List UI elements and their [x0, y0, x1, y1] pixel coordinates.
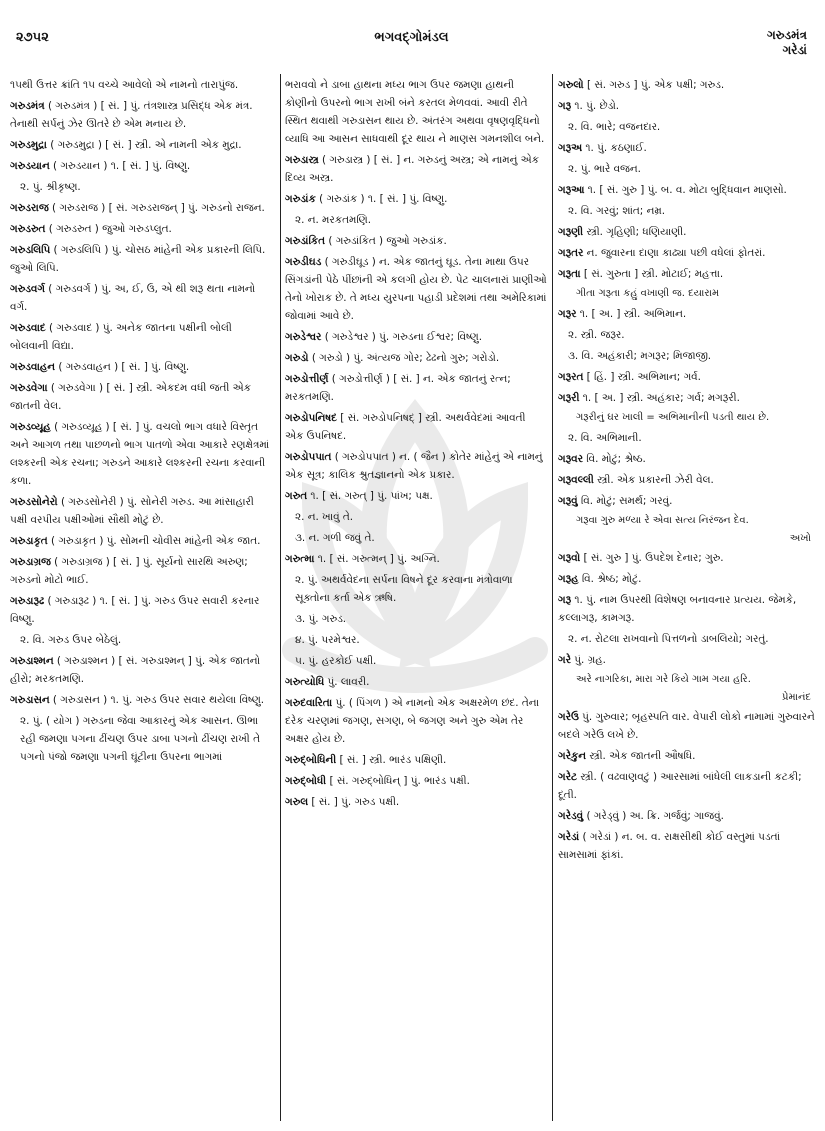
definition-text: ( ગરુડમુદ્રા ) [ સં. ] સ્ત્રી. એ નામની એક મુદ્રા.	[46, 139, 242, 151]
headword: ગરુડલિપિ	[10, 244, 51, 256]
definition-text: ( ગરુડાશ્મન ) [ સં. ગરુડાશ્મન્ ] પું. એક જાતનો હીરો; મરકતમણિ.	[10, 655, 261, 685]
definition-text: ( ગરુડેશ્વર ) પું. ગરુડના ઈશ્વર; વિષ્ણુ.	[321, 331, 483, 343]
page-number: ૨૭૫૨	[16, 30, 49, 45]
definition-text: વિ. શ્રેષ્ઠ; મોટું.	[578, 573, 642, 585]
dictionary-entry	[10, 241, 270, 277]
sense-line	[558, 160, 815, 178]
headword: ગરુડવ્યૂહ	[10, 421, 51, 433]
dictionary-entry	[558, 471, 815, 489]
dictionary-entry	[10, 199, 270, 217]
dictionary-entry	[10, 97, 270, 133]
page-header	[16, 24, 807, 70]
headword: ગરુડરાજ	[10, 202, 49, 214]
dictionary-entry	[558, 828, 815, 864]
definition-text: ( ગરુડલિપિ ) પું. ચોસઠ માંહેની એક પ્રકારની લિપિ. જુઓ લિપિ.	[10, 244, 266, 274]
sense-line	[10, 178, 270, 196]
definition-text: ૧. પું. છેડો.	[571, 100, 620, 112]
headword: ગરુડો	[285, 352, 309, 364]
definition-text: ૨. પું. શ્રીકૃષ્ણ.	[20, 181, 81, 193]
definition-text: ૨. સ્ત્રી. જરૂર.	[568, 329, 625, 341]
headword: ગરૂ	[558, 594, 572, 606]
dictionary-entry	[558, 708, 815, 744]
definition-text: ( ગરુડોપપાત ) ન. ( જૈન ) કોતેર માંહેનું એ નામનું એક સૂત્ર; કાલિક શ્રુતજ્ઞાનનો એક પ્રકાર.	[285, 451, 543, 481]
dictionary-entry	[285, 448, 547, 484]
dictionary-entry	[285, 151, 547, 187]
definition-text: ( ગરુડાગ્રજ ) [ સં. ] પું. સૂર્યનો સારથિ અરુણ; ગરુડનો મોટો ભાઈ.	[10, 556, 248, 586]
definition-text: ૨. વિ. અભિમાની.	[568, 432, 642, 444]
guide-word-bottom: ગરેડાં	[782, 43, 807, 57]
sense-line	[558, 429, 815, 447]
headword: ગરૂઅ	[558, 142, 583, 154]
definition-text: ૨. વિ. ગરવું; શાંત; નમ્ર.	[568, 205, 665, 217]
dictionary-entry	[558, 570, 815, 588]
definition-text: ગીતા ગરૂતા કહું વખાણી જ. દયારામ	[576, 288, 720, 299]
definition-text: ( ગરુડાસ્ત્ર ) [ સં. ] ન. ગરુડનું અસ્ત્ર; એ નામનું એક દિવ્ય અસ્ત્ર.	[285, 154, 539, 184]
dictionary-columns	[10, 76, 815, 1121]
headword: ગરુદ્બોધિની	[285, 754, 337, 766]
definition-text: [ સં. ગરુડોપનિષદ્ ] સ્ત્રી. અથર્વવેદમાં આવતી એક ઉપનિષદ.	[285, 412, 526, 442]
headword: ગરુડાગ્રજ	[10, 556, 51, 568]
dictionary-entry	[10, 157, 270, 175]
definition-text: ૨. વિ. ભારે; વજનદાર.	[568, 121, 661, 133]
sense-line	[558, 118, 815, 136]
headword: ગરે	[558, 654, 571, 666]
headword: ગરુડીઘડ	[285, 256, 322, 268]
dictionary-entry	[285, 370, 547, 406]
definition-text: ૨. ન. મરકતમણિ.	[295, 214, 372, 226]
definition-text: ગરૂરીનું ઘર ખાલી = અભિમાનીની પડતી થાય છે.	[576, 412, 770, 423]
definition-text: ( ગરુડવાદ ) પું. અનેક જાતના પક્ષીની બોલી બોલવાની વિદ્યા.	[10, 322, 232, 352]
dictionary-entry	[558, 450, 815, 468]
dictionary-entry	[558, 305, 815, 323]
headword: ગરુડાંકિત	[285, 235, 326, 247]
dictionary-entry	[558, 244, 815, 262]
quotation-line	[558, 410, 815, 426]
headword: ગરેડાં	[558, 831, 580, 843]
definition-text: ૨. પું. ભારે વજન.	[568, 163, 641, 175]
headword: ગરુડેશ્વર	[285, 331, 322, 343]
headword: ગરૂવલ્લી	[558, 474, 594, 486]
definition-text: ૨. ન. ખાવું તે.	[295, 511, 354, 523]
definition-text: ( ગરુડોત્તીર્ણ ) [ સં. ] ન. એક જાતનું રત્ન; મરકતમણિ.	[285, 373, 511, 403]
dictionary-entry	[10, 358, 270, 376]
sense-line	[558, 347, 815, 365]
definition-text: ૨. વિ. ગરુડ ઉપર બેઠેલું.	[20, 634, 122, 646]
dictionary-entry	[10, 220, 270, 238]
headword: ગરુડવાદ	[10, 322, 46, 334]
dictionary-entry	[558, 265, 815, 283]
definition-text: [ સં. ગુરુતા ] સ્ત્રી. મોટાઈ; મહત્તા.	[580, 268, 724, 280]
dictionary-entry	[558, 807, 815, 825]
dictionary-entry	[285, 751, 547, 769]
definition-text: ૨. પું. ( યોગ ) ગરુડના જેવા આકારનું એક આસન. ઊભા રહી જમણા પગના ઢીંચણ ઉપર ડાબા પગનો ઢીંચણ રાખી તે પગનો પંજો જમણા પગની ઘૂંટીના ઉપરના ભાગમાં	[20, 715, 260, 763]
dictionary-entry	[558, 492, 815, 510]
definition-text: સ્ત્રી. એક પ્રકારની ઝેરી વેલ.	[593, 474, 714, 486]
dictionary-entry	[285, 232, 547, 250]
dictionary-entry	[10, 532, 270, 550]
sense-line	[558, 630, 815, 648]
definition-text: ( ગરુડાંકિત ) જુઓ ગરુડાંક.	[325, 235, 447, 247]
sense-line	[285, 631, 547, 649]
headword: ગરુડવર્ગ	[10, 283, 45, 295]
definition-text: [ સં. ] સ્ત્રી. ભારંડ પક્ષિણી.	[336, 754, 447, 766]
definition-text: ૨. પું. અથર્વવેદના સર્પના વિષને દૂર કરવાના મંત્રોવાળા સૂક્તોના કર્તા એક ઋષિ.	[295, 574, 513, 604]
dictionary-entry	[558, 768, 815, 804]
headword: ગરુત	[285, 490, 308, 502]
dictionary-entry	[285, 190, 547, 208]
definition-text: ( ગરુડમંત્ર ) [ સં. ] પું. તંત્રશાસ્ત્ર પ્રસિદ્ધ એક મંત્ર. તેનાથી સર્પનું ઝેર ઊતરે છે એમ મનાય છે.	[10, 100, 253, 130]
dictionary-entry	[10, 379, 270, 415]
headword: ગરુડવાહન	[10, 361, 56, 373]
dictionary-entry	[285, 673, 547, 691]
definition-text: ( ગરુડયાન ) ૧. [ સં. ] પું. વિષ્ણુ.	[49, 160, 191, 172]
definition-text: ( ગરુડાંક ) ૧. [ સં. ] પું. વિષ્ણુ.	[315, 193, 448, 205]
headword: ગરૂરી	[558, 392, 580, 404]
definition-text: ૧. પું. કઠણાઈ.	[582, 142, 647, 154]
dictionary-entry	[10, 280, 270, 316]
headword: ગરૂવર	[558, 453, 583, 465]
definition-text: ૪. પું. પરમેશ્વર.	[295, 634, 360, 646]
headword: ગરુડવેગા	[10, 382, 48, 394]
definition-text: ( ગરુડરાજ ) [ સં. ગરુડરાજન્ ] પું. ગરુડનો રાજન.	[48, 202, 265, 214]
definition-text: ( ગરુડવાહન ) [ સં. ] પું. વિષ્ણુ.	[55, 361, 190, 373]
headword: ગરુડાસન	[10, 694, 50, 706]
headword: ગરૂ	[558, 100, 572, 112]
definition-text: પું. ( પિંગળ ) એ નામનો એક અક્ષરમેળ છંદ. તેના દરેક ચરણમાં જગણ, સગણ, બે જગણ અને ગુરુ એમ તેર અક્ષર હોય છે.	[285, 697, 540, 745]
headword: ગરુડાંક	[285, 193, 316, 205]
column-3	[558, 76, 815, 1121]
page-title: ભગવદ્ગોમંડલ	[374, 30, 449, 45]
headword: ગરુત્યોધિ	[285, 676, 325, 688]
definition-text: વિ. મોટું; સમર્થ; ગરવું.	[577, 495, 673, 507]
column-1	[10, 76, 270, 1121]
headword: ગરૂહ	[558, 573, 579, 585]
definition-text: ૧. [ અ. ] સ્ત્રી. અભિમાન.	[576, 308, 687, 320]
sense-line	[285, 529, 547, 547]
definition-text: ૩. પું. ગરુડ.	[295, 613, 347, 625]
definition-text: ( ગરુડરુત ) જુઓ ગરુડપ્લુત.	[45, 223, 172, 235]
column-2	[285, 76, 547, 1121]
sense-line	[10, 712, 270, 766]
dictionary-entry	[10, 319, 270, 355]
definition-text: ૩. વિ. અહંકારી; મગરૂર; મિજાજી.	[568, 350, 712, 362]
dictionary-entry	[10, 76, 270, 94]
headword: ગરૂણી	[558, 226, 584, 238]
headword: ગરુડોપપાત	[285, 451, 332, 463]
headword: ગરુડોપનિષદ	[285, 412, 337, 424]
definition-text: પું. ગ્રહ.	[570, 654, 606, 666]
dictionary-entry	[285, 694, 547, 748]
definition-text: ૫. પું. હરકોઈ પક્ષી.	[295, 655, 377, 667]
dictionary-entry	[558, 76, 815, 94]
definition-text: ૧. [ સં. ગરુત્ ] પું. પાંખ; પક્ષ.	[307, 490, 433, 502]
headword: ગરૂતા	[558, 268, 581, 280]
definition-text: સ્ત્રી. ( વઢવાણવટું ) આરસામાં બાંધેલી લાકડાની કટકી; દૂતી.	[558, 771, 802, 801]
headword: ગરેડવું	[558, 810, 584, 822]
definition-text: ( ગરેડ્વું ) અ. ક્રિ. ગર્જવું; ગાજવું.	[583, 810, 724, 822]
dictionary-entry	[10, 136, 270, 154]
definition-text: વિ. મોટું; શ્રેષ્ઠ.	[582, 453, 646, 465]
definition-text: પું. ગુરુવાર; બૃહસ્પતિ વાર. વેપારી લોકો નામામાં ગુરુવારને બદલે ગરેઉ લખે છે.	[558, 711, 815, 741]
definition-text: ( ગરુડસોનેરી ) પું. સોનેરી ગરુડ. આ માંસાહારી પક્ષી વરપીય પક્ષીઓમાં સૌથી મોટું છે.	[10, 496, 254, 526]
guide-words	[767, 28, 807, 58]
headword: ગરેકુન	[558, 750, 587, 762]
definition-text: ( ગરુડાસન ) ૧. પું. ગરુડ ઉપર સવાર થયેલા વિષ્ણુ.	[49, 694, 265, 706]
dictionary-entry	[10, 691, 270, 709]
definition-text: ૧. [ સં. ગરુત્મન્ ] પું. અગ્નિ.	[314, 553, 440, 565]
dictionary-entry	[285, 772, 547, 790]
headword: ગરુડમુદ્રા	[10, 139, 47, 151]
headword: ગરૂવો	[558, 552, 581, 564]
definition-text: ભરાવવો ને ડાબા હાથના મધ્ય ભાગ ઉપર જમણા હાથની કોણીનો ઉપરનો ભાગ રાખી બંને કરતલ મેળવવાં. આવી રીતે સ્થિત થવાથી ગરુડાસન થાય છે. અંતરંગ અથવા વૃષણવૃદ્ધિનો વ્યાધિ આ આસન સાધવાથી દૂર થાય ને માણસ ગમનશીલ બને.	[285, 79, 545, 145]
dictionary-entry	[285, 253, 547, 325]
definition-text: પું. લાવરી.	[324, 676, 370, 688]
definition-text: ( ગરુડારૂઢ ) ૧. [ સં. ] પું. ગરુડ ઉપર સવારી કરનાર વિષ્ણુ.	[10, 595, 260, 625]
headword: ગરેઉ	[558, 711, 579, 723]
dictionary-entry	[285, 487, 547, 505]
quotation-author	[558, 691, 815, 705]
headword: ગરૂઆ	[558, 184, 585, 196]
definition-text: સ્ત્રી. ગૃહિણી; ધણિયાણી.	[583, 226, 687, 238]
headword: ગરૂર	[558, 308, 577, 320]
definition-text: સ્ત્રી. એક જાતની ઔષધિ.	[586, 750, 696, 762]
definition-text: ( ગરુડાકૃત ) પું. સોમની ચોવીસ માંહેની એક જાત.	[47, 535, 261, 547]
definition-text: ૧. [ અ. ] સ્ત્રી. અહંકાર; ગર્વ; મગરૂરી.	[579, 392, 740, 404]
dictionary-entry	[558, 591, 815, 627]
headword: ગરુડમંત્ર	[10, 100, 45, 112]
headword: ગરુડસોનેરો	[10, 496, 58, 508]
quotation-line	[558, 513, 815, 529]
definition-text: ( ગરુડો ) પું. અંત્યજ ગોર; ઢેઢનો ગુરુ; ગરોડો.	[308, 352, 500, 364]
headword: ગરૂતર	[558, 247, 584, 259]
headword: ગરુદવારિતા	[285, 697, 333, 709]
headword: ગરુડાસ્ત્ર	[285, 154, 319, 166]
sense-line	[10, 631, 270, 649]
headword: ગરુડાશ્મન	[10, 655, 54, 667]
dictionary-entry	[10, 592, 270, 628]
quotation-line	[558, 286, 815, 302]
dictionary-entry	[558, 368, 815, 386]
definition-text: [ હિં. ] સ્ત્રી. અભિમાન; ગર્વ.	[583, 371, 701, 383]
headword: ગરૂવું	[558, 495, 578, 507]
headword: ગરુડયાન	[10, 160, 50, 172]
dictionary-entry	[285, 409, 547, 445]
definition-text: ૧. [ સં. ગુરુ ] પું. બ. વ. મોટા બુદ્ધિવાન માણસો.	[584, 184, 787, 196]
definition-text: પ્રેમાનંદ	[781, 692, 811, 703]
quotation-author	[558, 532, 815, 546]
dictionary-entry	[558, 747, 815, 765]
dictionary-entry	[558, 389, 815, 407]
dictionary-entry	[558, 181, 815, 199]
definition-text: ( ગરુડવ્યૂહ ) [ સં. ] પું. વચલો ભાગ વધારે વિસ્તૃત અને આગળ તથા પાછળનો ભાગ પાતળો એવા આકારે રણક્ષેત્રમાં લશ્કરની એક રચના; ગરુડને આકારે લશ્કરની રચના કરવાની કળા.	[10, 421, 270, 487]
definition-text: ૧૫થી ઉત્તર ક્રાંતિ ૧૫ વચ્ચે આવેલો એ નામનો તારાપુંજ.	[10, 79, 239, 91]
dictionary-entry	[10, 418, 270, 490]
definition-text: અરે નાગરિકા, મારા ગરે કિયે ગામ ગયા હરિ.	[576, 674, 751, 685]
headword: ગરૂરત	[558, 371, 584, 383]
headword: ગરેટ	[558, 771, 578, 783]
definition-text: ( ગરુડવર્ગ ) પું. અ, ઈ, ઉ, એ થી શરૂ થતા નામનો વર્ગ.	[10, 283, 256, 313]
dictionary-entry	[10, 493, 270, 529]
definition-text: [ સં. ] પું. ગરુડ પક્ષી.	[308, 796, 400, 808]
sense-line	[285, 610, 547, 628]
dictionary-entry	[558, 549, 815, 567]
dictionary-entry	[10, 652, 270, 688]
dictionary-entry	[285, 550, 547, 568]
dictionary-entry	[285, 76, 547, 148]
headword: ગરુલો	[558, 79, 584, 91]
dictionary-entry	[558, 223, 815, 241]
definition-text: ( ગરેડાં ) ન. બ. વ. રાક્ષસીથી કોઈ વસ્તુમાં પડતાં સામસામાં ફાંકાં.	[558, 831, 781, 861]
headword: ગરુત્મા	[285, 553, 315, 565]
headword: ગરુડરુત	[10, 223, 46, 235]
dictionary-entry	[285, 349, 547, 367]
sense-line	[285, 652, 547, 670]
definition-text: [ સં. ગરુદ્બોધિન્ ] પું. ભારંડ પક્ષી.	[326, 775, 470, 787]
sense-line	[558, 202, 815, 220]
guide-word-top: ગરુડમંત્ર	[767, 28, 807, 42]
sense-line	[285, 211, 547, 229]
definition-text: [ સં. ગરુડ ] પું. એક પક્ષી; ગરુડ.	[583, 79, 725, 91]
dictionary-entry	[558, 651, 815, 669]
sense-line	[285, 508, 547, 526]
definition-text: ન. જુવારના દાણા કાઢ્યા પછી વધેલાં ફોતરાં.	[583, 247, 766, 259]
headword: ગરુડોત્તીર્ણ	[285, 373, 329, 385]
definition-text: ૩. ન. ગળી જવું તે.	[295, 532, 375, 544]
dictionary-entry	[10, 553, 270, 589]
sense-line	[558, 326, 815, 344]
definition-text: ( ગરુડીઘૂડ ) ન. એક જાતનું ઘૂડ. તેના માથા ઉપર સિંગડાંની પેઠે પીંછાંની એ કલગી હોય છે. પેટ ચાલનારાં પ્રાણીઓ તેનો ખોરાક છે. તે મધ્ય યુરપના પહાડી પ્રદેશમાં તથા અમેરિકામાં જોવામાં આવે છે.	[285, 256, 547, 322]
sense-line	[285, 571, 547, 607]
definition-text: ૨. ન. રોટલા રાખવાનો પિત્તળનો ડાબલિયો; ગરતું.	[568, 633, 769, 645]
dictionary-entry	[558, 139, 815, 157]
quotation-line	[558, 672, 815, 688]
definition-text: [ સં. ગુરુ ] પું. ઉપદેશ દેનાર; ગુરુ.	[580, 552, 724, 564]
headword: ગરુડાકૃત	[10, 535, 48, 547]
definition-text: અખો	[789, 533, 811, 544]
definition-text: ગરૂવા ગુરુ મળ્યા રે એવા સત્ય નિરંજન દેવ.	[576, 515, 749, 526]
headword: ગરુદ્બોધી	[285, 775, 327, 787]
definition-text: ૧. પું. નામ ઉપરથી વિશેષણ બનાવનાર પ્રત્યય. જેમકે, કલ્લાગરૂ, કામગરૂ.	[558, 594, 797, 624]
dictionary-entry	[285, 328, 547, 346]
dictionary-entry	[558, 97, 815, 115]
headword: ગરુડારૂઢ	[10, 595, 45, 607]
definition-text: ( ગરુડવેગા ) [ સં. ] સ્ત્રી. એકદમ વધી જતી એક જાતની વેલ.	[10, 382, 251, 412]
headword: ગરુલ	[285, 796, 309, 808]
dictionary-entry	[285, 793, 547, 811]
